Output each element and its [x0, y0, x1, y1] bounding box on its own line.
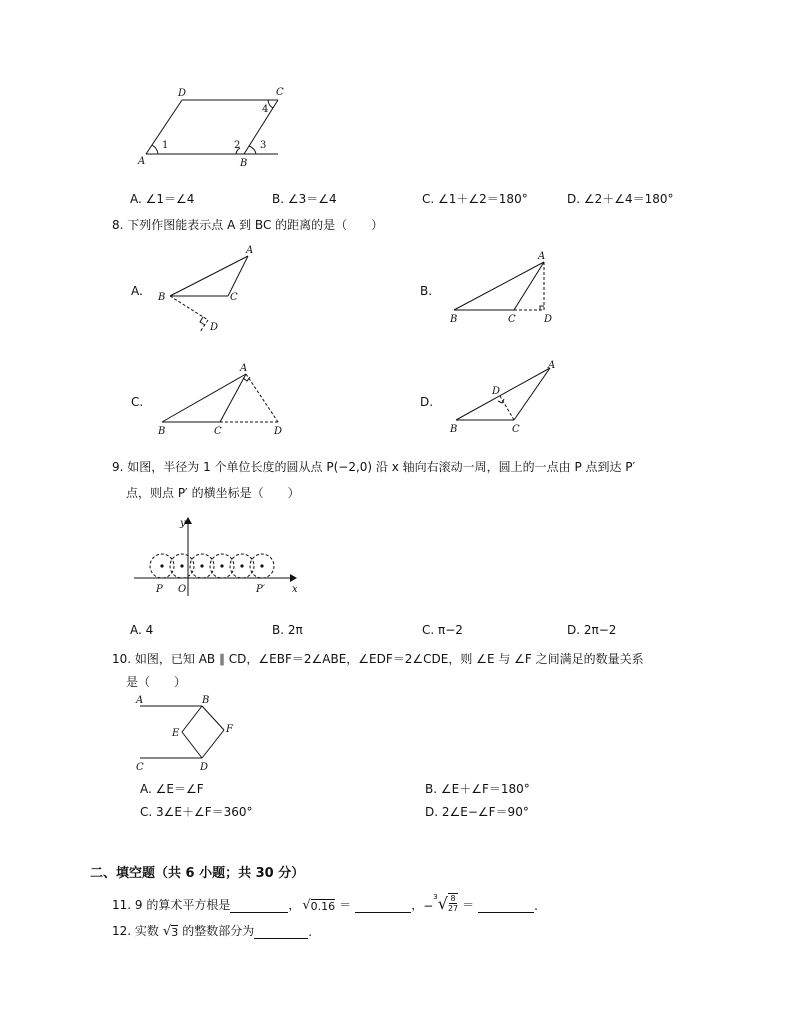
q7-angle4-arc: [268, 100, 273, 108]
q12-sqrt-expr: [163, 924, 178, 939]
q8c-label-a: A: [240, 363, 248, 374]
q7-label-angle4: 4: [262, 104, 269, 115]
q10-figure: [130, 692, 250, 774]
q7-label-a: A: [138, 156, 146, 167]
q9-figure: [130, 512, 310, 598]
q8c-label-c: C: [214, 426, 222, 437]
q9-label-p: P: [156, 584, 163, 595]
q12-suffix: 的整数部分为: [182, 924, 255, 938]
q8b-label-d: D: [544, 314, 553, 325]
q9-label-pprime: P′: [256, 584, 265, 595]
q7-label-angle2: 2: [234, 140, 241, 151]
radical-icon: √: [162, 924, 172, 939]
q10-label-b: B: [202, 695, 210, 706]
q8-figure-c[interactable]: [150, 360, 290, 440]
q8b-label-b: B: [450, 314, 458, 325]
q7-option-c[interactable]: C. ∠1＋∠2＝180°: [422, 192, 528, 206]
q7-option-b[interactable]: B. ∠3＝∠4: [272, 192, 337, 206]
q10-text-line1: 10. 如图，已知 AB ∥ CD，∠EBF＝2∠ABE，∠EDF＝2∠CDE，则 ∠E 与 ∠F 之间满足的数量关系: [112, 652, 644, 666]
q11-sqrt-value: 0.16: [310, 900, 336, 913]
q12-radicand: 3: [171, 926, 179, 939]
q8-figure-a[interactable]: [150, 242, 260, 337]
q9-label-o: O: [178, 584, 187, 595]
q10-option-b[interactable]: B. ∠E＋∠F＝180°: [425, 782, 530, 796]
q8b-label-a: A: [538, 251, 546, 262]
q11-answer-3[interactable]: [478, 900, 534, 913]
q10-label-c: C: [136, 762, 144, 773]
q7-label-d: D: [178, 88, 187, 99]
q8d-label-b: B: [450, 424, 458, 435]
q8-option-c-label[interactable]: C.: [131, 395, 144, 409]
q8-option-b-label[interactable]: B.: [420, 284, 433, 298]
q8a-label-b: B: [158, 292, 166, 303]
q11-eq1: ＝: [339, 898, 352, 912]
q9-text-line1: 9. 如图，半径为 1 个单位长度的圆从点 P(−2,0) 沿 x 轴向右滚动一周，圆上的一点由 P 点到达 P′: [112, 460, 636, 474]
q11-prefix: 11. 9 的算术平方根是: [112, 898, 231, 912]
q11-sqrt-expr: [302, 898, 335, 913]
q9-option-d[interactable]: D. 2π−2: [567, 623, 617, 637]
q7-figure: [130, 82, 290, 172]
q7-label-angle1: 1: [162, 140, 169, 151]
q8-text: 8. 下列作图能表示点 A 到 BC 的距离的是（ ）: [112, 218, 384, 232]
q8-option-a-label[interactable]: A.: [131, 284, 143, 298]
q11-answer-1[interactable]: [230, 900, 288, 913]
q8-figure-b[interactable]: [440, 248, 570, 328]
q9-text-line2: 点，则点 P′ 的横坐标是（ ）: [126, 486, 300, 500]
q11-sep2: ，: [411, 898, 424, 912]
q8c-label-d: D: [274, 426, 283, 437]
q10-label-e: E: [172, 728, 180, 739]
q9-label-x: x: [292, 584, 298, 595]
q11-cbrt-expr: [433, 893, 458, 913]
q11-neg: −: [423, 899, 434, 913]
q10-label-f: F: [226, 724, 233, 735]
q7-label-angle3: 3: [260, 140, 267, 151]
q10-line-be: [182, 706, 202, 732]
q7-angle3-arc: [249, 146, 256, 154]
q11-cube-index: 3: [433, 893, 438, 901]
q8b-label-c: C: [508, 314, 516, 325]
q11-fraction: [448, 893, 458, 913]
q8d-label-a: A: [548, 360, 556, 371]
q10-option-d[interactable]: D. 2∠E−∠F＝90°: [425, 805, 529, 819]
q7-label-c: C: [276, 87, 284, 98]
q8a-label-c: C: [230, 292, 238, 303]
q11-end: .: [534, 899, 538, 913]
q9-label-y: y: [180, 518, 186, 529]
q11-eq2: ＝: [462, 898, 475, 912]
q8-figure-d[interactable]: [440, 358, 570, 438]
q11-frac-den: 27: [447, 904, 459, 913]
q10-text-line2: 是（ ）: [126, 675, 187, 689]
q11-line: [112, 893, 538, 913]
q10-label-a: A: [136, 695, 144, 706]
q7-option-a[interactable]: A. ∠1＝∠4: [130, 192, 195, 206]
q12-prefix: 12. 实数: [112, 924, 159, 938]
q8-option-d-label[interactable]: D.: [420, 395, 434, 409]
radical-icon: √: [302, 898, 311, 913]
q12-line: [112, 922, 312, 939]
q9-option-c[interactable]: C. π−2: [422, 623, 463, 637]
q8d-label-d: D: [492, 386, 501, 397]
q10-label-d: D: [200, 762, 209, 773]
q10-line-fd: [202, 730, 224, 758]
q10-line-bf: [202, 706, 224, 730]
q7-label-b: B: [240, 158, 248, 169]
q10-option-a[interactable]: A. ∠E＝∠F: [140, 782, 204, 796]
q10-option-c[interactable]: C. 3∠E＋∠F＝360°: [140, 805, 253, 819]
q11-frac-num: 8: [450, 894, 456, 903]
q8d-label-c: C: [512, 424, 520, 435]
section-2-title: 二、填空题（共 6 小题；共 30 分）: [90, 866, 305, 881]
radical-icon: √: [437, 893, 448, 913]
q8a-label-a: A: [246, 245, 254, 256]
q9-option-a[interactable]: A. 4: [130, 623, 154, 637]
q11-answer-2[interactable]: [355, 900, 411, 913]
q9-option-b[interactable]: B. 2π: [272, 623, 303, 637]
q7-option-d[interactable]: D. ∠2＋∠4＝180°: [567, 192, 674, 206]
q8a-label-d: D: [210, 322, 219, 333]
q10-line-ed: [182, 732, 202, 758]
q12-answer[interactable]: [254, 926, 308, 939]
q7-angle1-arc: [152, 145, 158, 154]
q12-end: .: [308, 925, 313, 939]
q11-sep1: ，: [288, 898, 301, 912]
q9-rolling-circles: [150, 554, 274, 578]
q8c-label-b: B: [158, 426, 166, 437]
